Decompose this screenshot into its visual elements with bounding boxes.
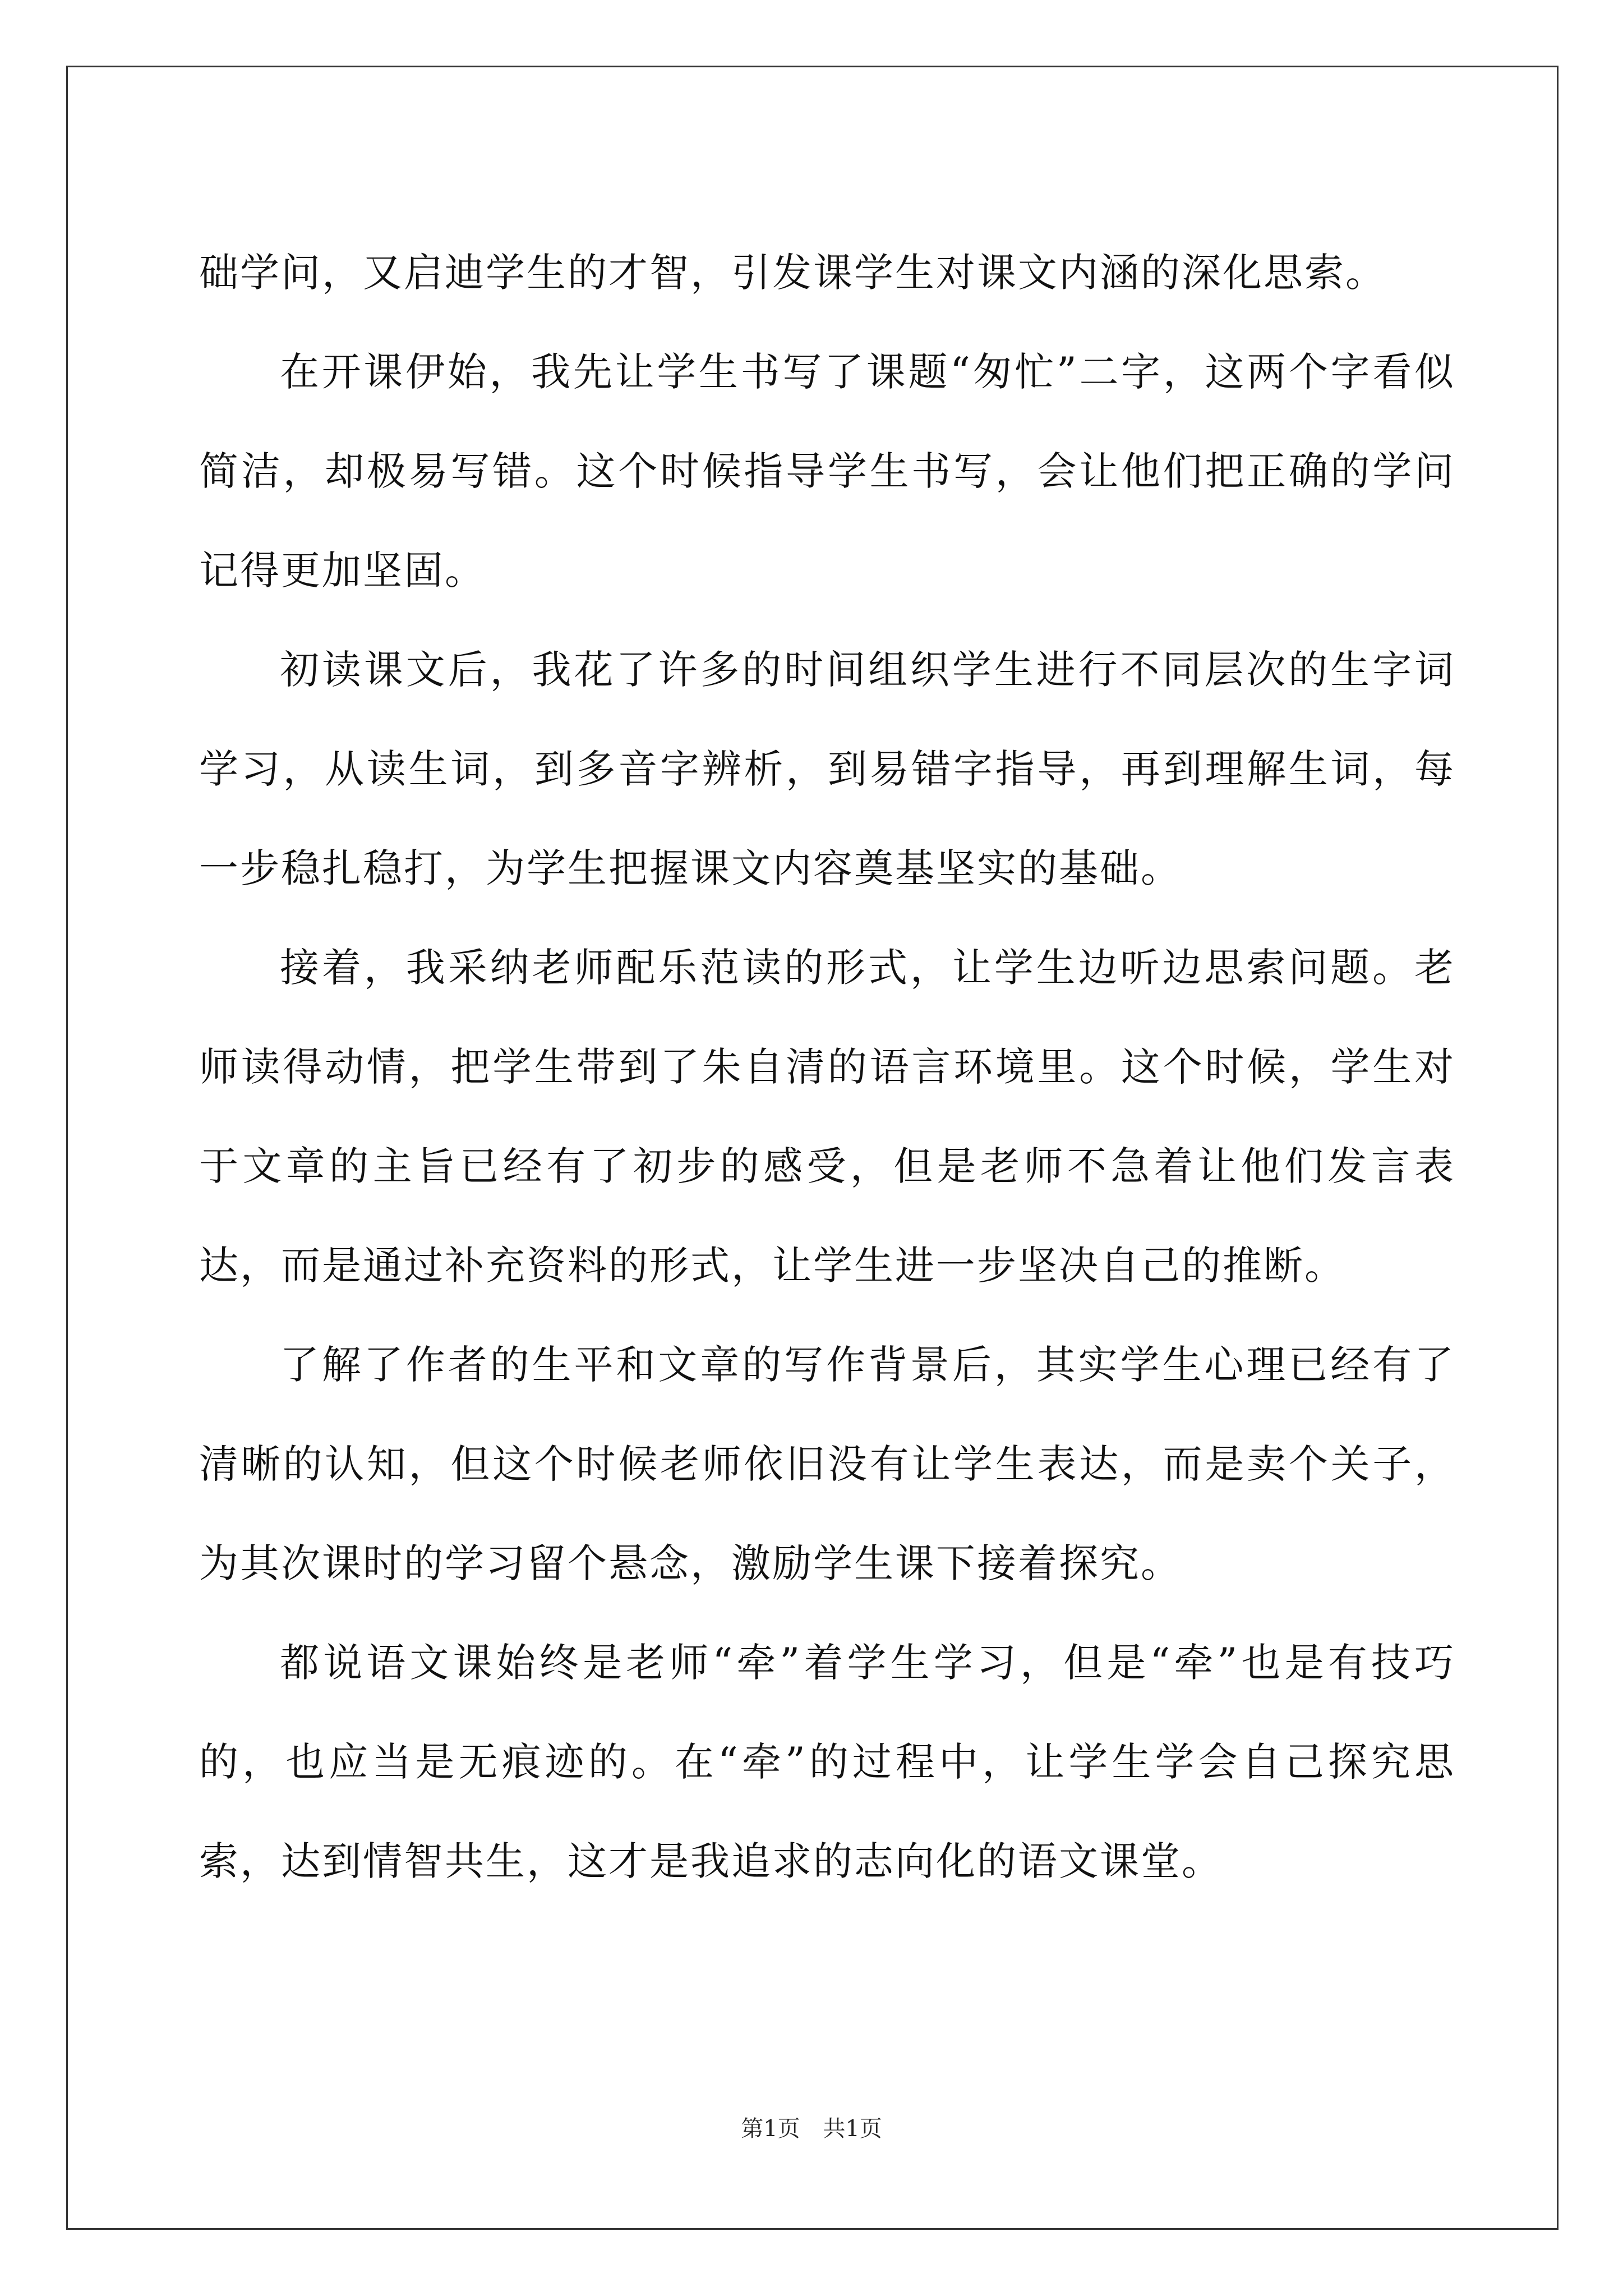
paragraph: 了解了作者的生平和文章的写作背景后，其实学生心理已经有了清晰的认知，但这个时候老师依旧没有让学生表达，而是卖个关子，为其次课时的学习留个悬念，激励学生课下接着探究。: [199, 1342, 1455, 1586]
page-number: 第1页: [741, 2116, 800, 2142]
paragraph: 在开课伊始，我先让学生书写了课题“匆忙”二字，这两个字看似简洁，却极易写错。这个时候指导学生书写，会让他们把正确的学问记得更加坚固。: [199, 349, 1455, 593]
document-body: [199, 223, 1455, 1911]
paragraph: 初读课文后，我花了许多的时间组织学生进行不同层次的生字词学习，从读生词，到多音字辨析，到易错字指导，再到理解生词，每一步稳扎稳打，为学生把握课文内容奠基坚实的基础。: [199, 647, 1455, 891]
paragraph: 础学问，又启迪学生的才智，引发课学生对课文内涵的深化思索。: [199, 250, 1386, 296]
page-total: 共1页: [823, 2116, 882, 2142]
page-footer: [0, 2115, 1623, 2143]
paragraph: 都说语文课始终是老师“牵”着学生学习，但是“牵”也是有技巧的，也应当是无痕迹的。在“牵”的过程中，让学生学会自己探究思索，达到情智共生，这才是我追求的志向化的语文课堂。: [199, 1640, 1455, 1884]
paragraph: 接着，我采纳老师配乐范读的形式，让学生边听边思索问题。老师读得动情，把学生带到了朱自清的语言环境里。这个时候，学生对于文章的主旨已经有了初步的感受，但是老师不急着让他们发言表达，而是通过补充资料的形式，让学生进一步坚决自己的推断。: [199, 945, 1455, 1289]
